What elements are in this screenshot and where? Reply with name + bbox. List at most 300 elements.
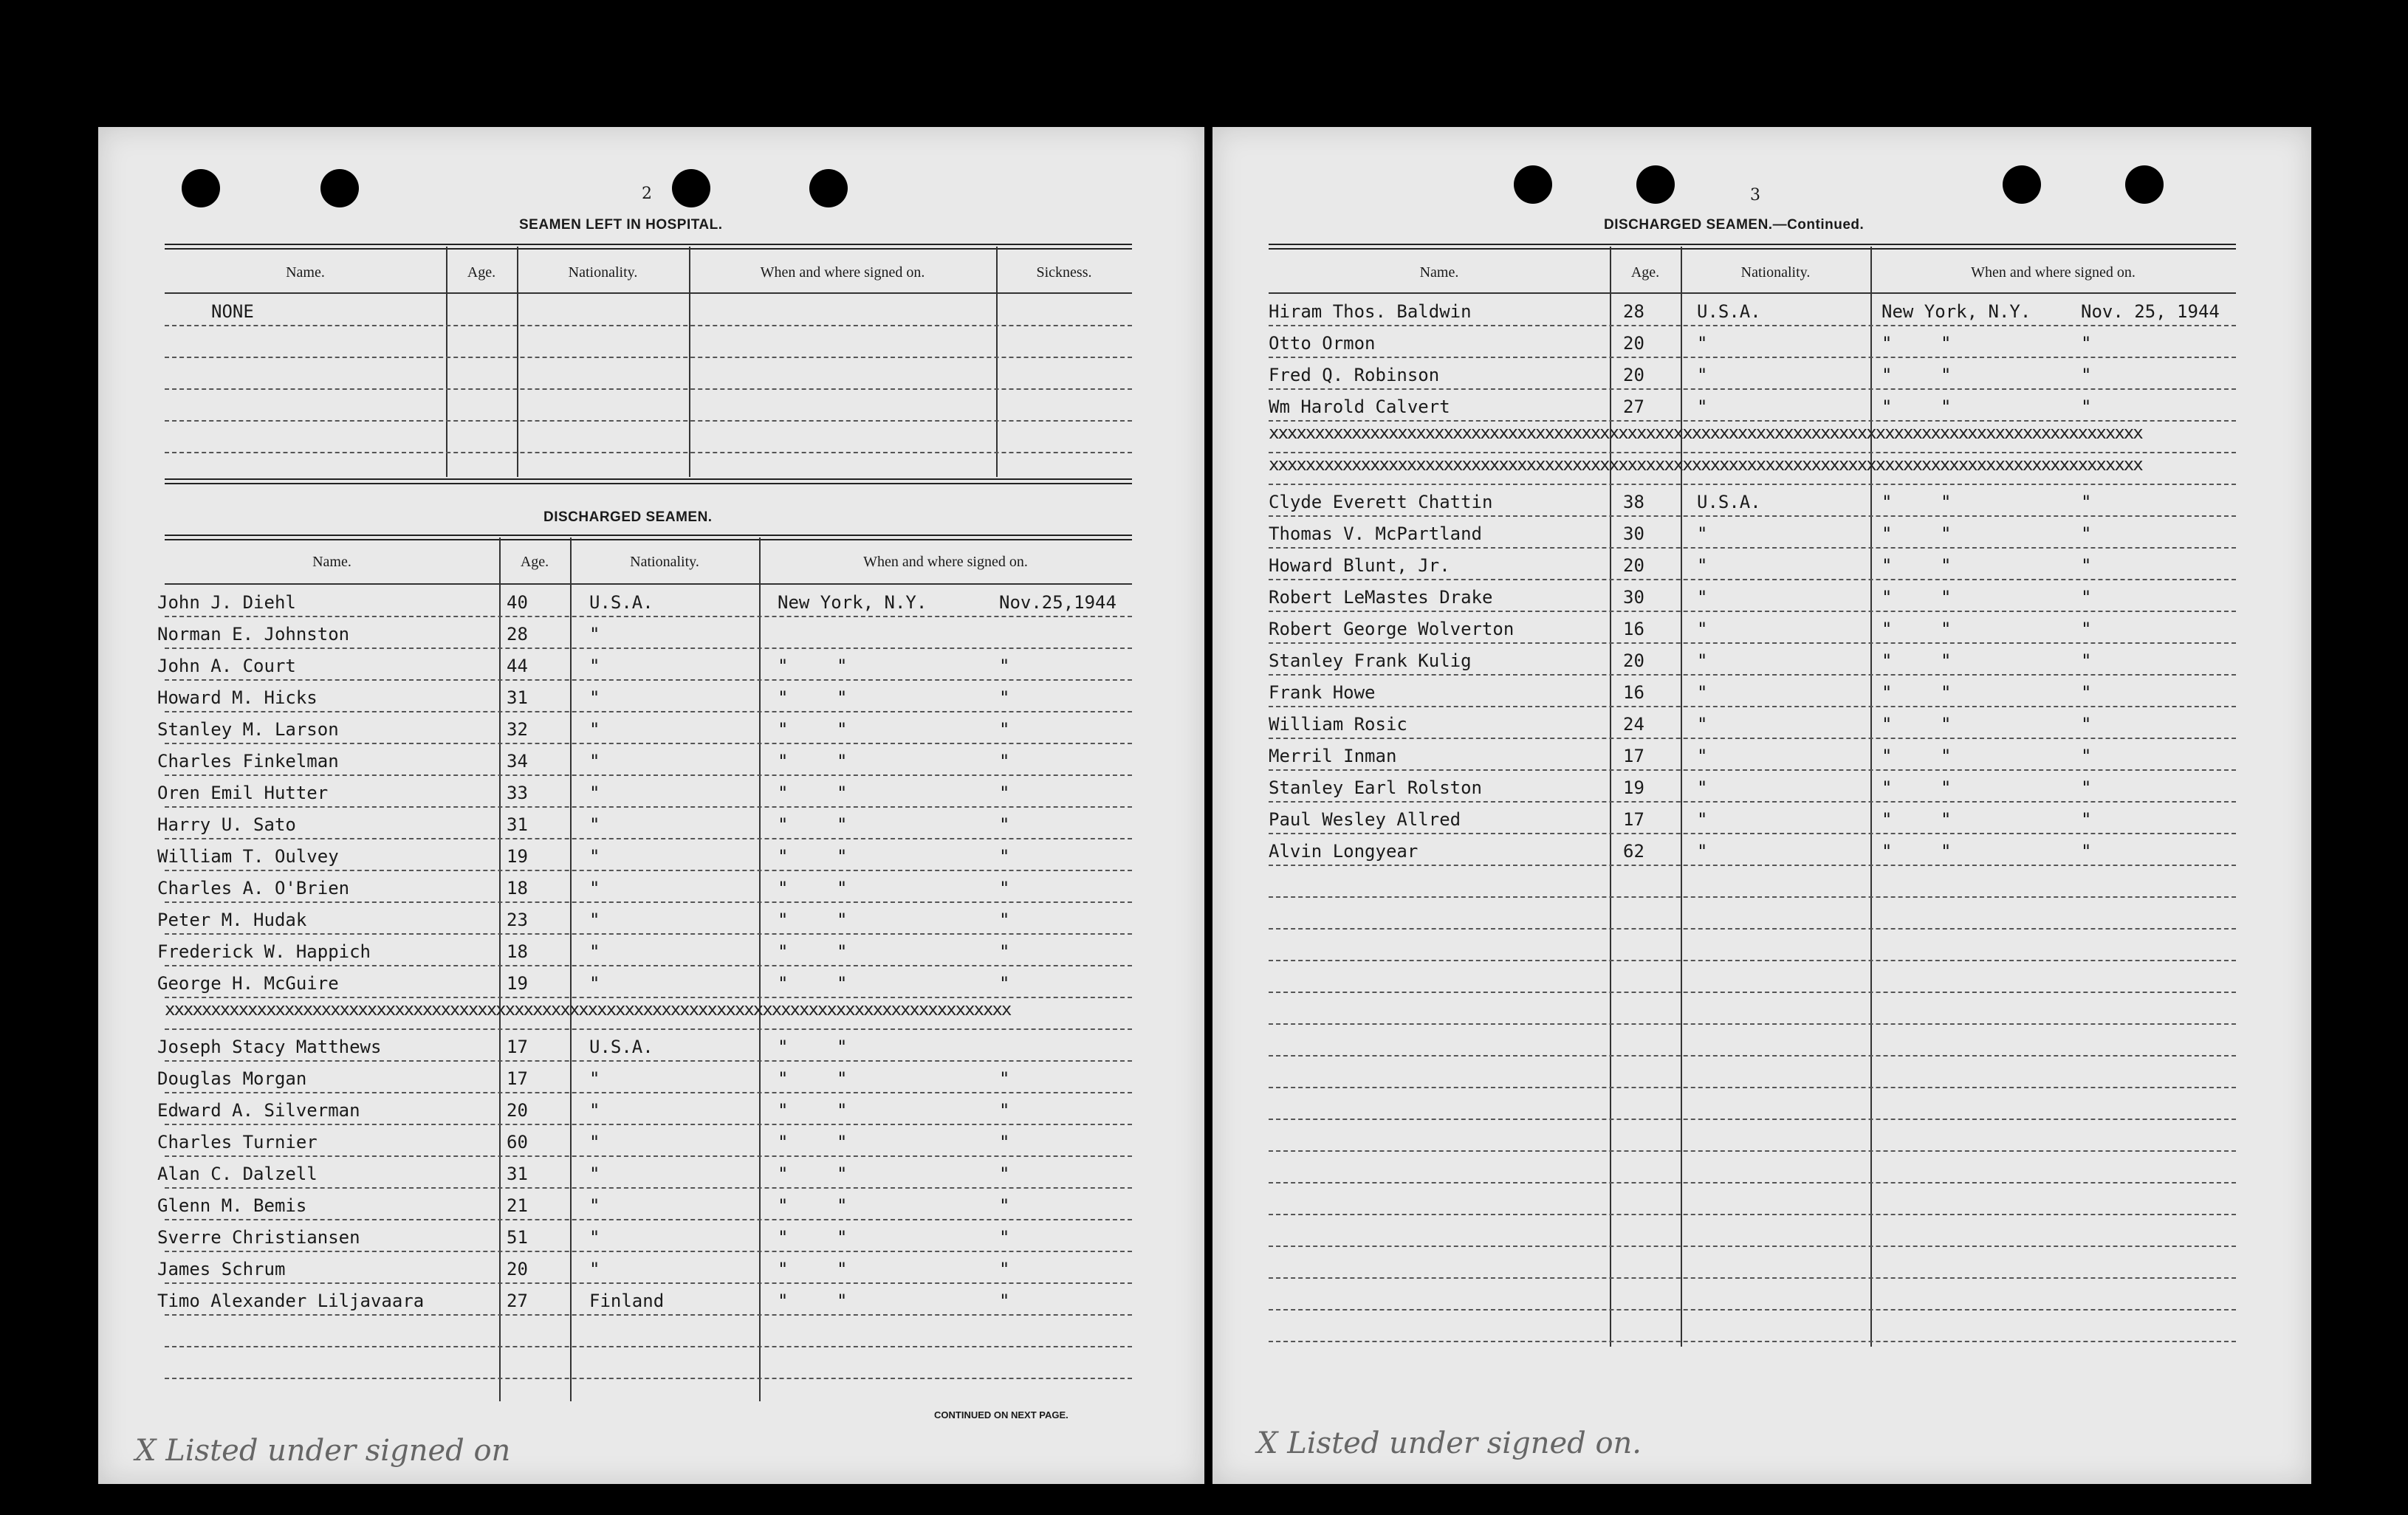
- name-cell: Frederick W. Happich: [157, 941, 371, 962]
- age-cell: 17: [1623, 746, 1644, 766]
- table-row: [1269, 325, 2236, 358]
- signed-place-cell: ": [837, 973, 848, 994]
- col-header-nationality: Nationality.: [1740, 264, 1811, 281]
- signed-place-cell: ": [778, 846, 789, 867]
- signed-place-cell: ": [778, 687, 789, 708]
- age-cell: 28: [507, 624, 528, 645]
- signed-date-cell: ": [2081, 396, 2092, 417]
- punch-hole: [2125, 165, 2164, 204]
- name-cell: Thomas V. McPartland: [1269, 523, 1482, 544]
- age-cell: 17: [1623, 809, 1644, 830]
- table-row: [1269, 611, 2236, 644]
- name-cell: Norman E. Johnston: [157, 624, 350, 645]
- name-cell: Otto Ormon: [1269, 333, 1376, 354]
- nationality-cell: ": [1697, 682, 1708, 703]
- name-cell: Oren Emil Hutter: [157, 783, 329, 803]
- table-row: [1269, 1087, 2236, 1120]
- age-cell: 32: [507, 719, 528, 740]
- age-cell: 31: [507, 814, 528, 835]
- signed-place-cell: ": [1941, 809, 1952, 830]
- table-row: [157, 711, 1132, 744]
- signed-place-cell: ": [837, 814, 848, 835]
- age-cell: 16: [1623, 682, 1644, 703]
- name-cell: Robert LeMastes Drake: [1269, 587, 1493, 608]
- page-number: 2: [642, 185, 652, 203]
- signed-place-cell: New York, N.Y.: [1882, 301, 2031, 322]
- nationality-cell: ": [589, 1100, 600, 1121]
- col-header-nationality: Nationality.: [568, 264, 638, 281]
- continued-note: CONTINUED ON NEXT PAGE.: [934, 1409, 1068, 1420]
- signed-place-cell: ": [837, 878, 848, 899]
- nationality-cell: U.S.A.: [589, 592, 654, 613]
- signed-place-cell: ": [1882, 492, 1893, 512]
- table-row: [1269, 388, 2236, 422]
- table-row: [1269, 1055, 2236, 1088]
- name-cell: Edward A. Silverman: [157, 1100, 360, 1121]
- struck-out-entry: xxxxxxxxxxxxxxxxxxxxxxxxxxxxxxxxxxxxxxxxxxxxxxxxxxxxxxxxxxxxxxxxxxxxxxxxxxxxxxxxxxxxxxxxxxxxxxx: [1269, 454, 2142, 475]
- signed-place-cell: ": [837, 1259, 848, 1279]
- signed-place-cell: ": [778, 719, 789, 740]
- name-cell: Fred Q. Robinson: [1269, 365, 1440, 385]
- name-cell: Charles Turnier: [157, 1132, 318, 1152]
- table-row: [157, 933, 1132, 966]
- table-row: [157, 965, 1132, 998]
- nationality-cell: U.S.A.: [589, 1037, 654, 1057]
- signed-date-cell: ": [2081, 492, 2092, 512]
- col-header-signed-on: When and where signed on.: [760, 264, 925, 281]
- name-cell: Charles A. O'Brien: [157, 878, 350, 899]
- nationality-cell: Finland: [589, 1291, 665, 1311]
- right-page: [1212, 127, 2311, 1484]
- name-cell: Wm Harold Calvert: [1269, 396, 1450, 417]
- signed-place-cell: ": [837, 1037, 848, 1057]
- age-cell: 19: [507, 846, 528, 867]
- nationality-cell: ": [589, 1164, 600, 1184]
- signed-date-cell: ": [2081, 555, 2092, 576]
- table-row: [157, 901, 1132, 935]
- signed-date-cell: ": [2081, 619, 2092, 639]
- signed-place-cell: ": [837, 1100, 848, 1121]
- nationality-cell: ": [1697, 333, 1708, 354]
- age-cell: 20: [507, 1100, 528, 1121]
- nationality-cell: ": [589, 1195, 600, 1216]
- signed-date-cell: ": [2081, 650, 2092, 671]
- signed-place-cell: ": [1882, 555, 1893, 576]
- signed-date-cell: ": [2081, 746, 2092, 766]
- col-header-signed-on: When and where signed on.: [863, 554, 1028, 570]
- name-cell: Clyde Everett Chattin: [1269, 492, 1493, 512]
- table-row: [1269, 642, 2236, 676]
- col-header-signed-on: When and where signed on.: [1971, 264, 2136, 281]
- age-cell: 62: [1623, 841, 1644, 862]
- table-row: [157, 1060, 1132, 1093]
- signed-date-cell: ": [999, 878, 1010, 899]
- signed-place-cell: ": [778, 1132, 789, 1152]
- signed-place-cell: ": [837, 656, 848, 676]
- nationality-cell: ": [589, 1259, 600, 1279]
- table-row: [165, 1314, 1132, 1347]
- table-row: [157, 584, 1132, 617]
- signed-place-cell: ": [778, 1037, 789, 1057]
- signed-date-cell: ": [999, 687, 1010, 708]
- hospital-title: SEAMEN LEFT IN HOSPITAL.: [519, 217, 723, 233]
- signed-date-cell: ": [2081, 523, 2092, 544]
- age-cell: 60: [507, 1132, 528, 1152]
- table-row: [157, 616, 1132, 649]
- signed-date-cell: ": [999, 1100, 1010, 1121]
- table-row: [157, 1219, 1132, 1252]
- signed-place-cell: ": [1882, 619, 1893, 639]
- signed-date-cell: ": [999, 1164, 1010, 1184]
- signed-date-cell: ": [999, 941, 1010, 962]
- nationality-cell: ": [1697, 523, 1708, 544]
- signed-place-cell: ": [837, 1227, 848, 1248]
- name-cell: Joseph Stacy Matthews: [157, 1037, 382, 1057]
- name-cell: Peter M. Hudak: [157, 910, 307, 930]
- age-cell: 20: [1623, 365, 1644, 385]
- signed-date-cell: ": [999, 1195, 1010, 1216]
- signed-place-cell: ": [778, 1291, 789, 1311]
- signed-place-cell: ": [778, 973, 789, 994]
- nationality-cell: ": [589, 751, 600, 772]
- nationality-cell: ": [589, 656, 600, 676]
- name-cell: George H. McGuire: [157, 973, 339, 994]
- signed-place-cell: ": [778, 1100, 789, 1121]
- nationality-cell: ": [589, 1132, 600, 1152]
- nationality-cell: ": [589, 910, 600, 930]
- col-header-age: Age.: [1630, 264, 1660, 281]
- table-row: [157, 1155, 1132, 1189]
- signed-place-cell: ": [1882, 777, 1893, 798]
- hospital-table: [165, 244, 1132, 480]
- col-header-age: Age.: [467, 264, 496, 281]
- nationality-cell: ": [1697, 396, 1708, 417]
- signed-date-cell: ": [2081, 841, 2092, 862]
- signed-place-cell: ": [1882, 714, 1893, 735]
- age-cell: 17: [507, 1068, 528, 1089]
- signed-date-cell: ": [999, 751, 1010, 772]
- name-cell: Howard Blunt, Jr.: [1269, 555, 1450, 576]
- table-row: [1269, 769, 2236, 803]
- nationality-cell: ": [1697, 746, 1708, 766]
- signed-date-cell: ": [999, 846, 1010, 867]
- signed-place-cell: ": [1882, 682, 1893, 703]
- signed-place-cell: ": [837, 719, 848, 740]
- signed-place-cell: ": [837, 751, 848, 772]
- name-cell: Stanley Frank Kulig: [1269, 650, 1472, 671]
- name-cell: Harry U. Sato: [157, 814, 296, 835]
- table-row: [165, 1346, 1132, 1379]
- signed-place-cell: ": [1882, 746, 1893, 766]
- table-row: [157, 806, 1132, 839]
- discharged-continued-title: DISCHARGED SEAMEN.—Continued.: [1604, 217, 1865, 233]
- table-row: [157, 774, 1132, 808]
- table-row: [157, 679, 1132, 712]
- age-cell: 40: [507, 592, 528, 613]
- signed-place-cell: ": [1882, 523, 1893, 544]
- signed-date-cell: ": [999, 1132, 1010, 1152]
- signed-place-cell: ": [837, 1132, 848, 1152]
- signed-date-cell: ": [999, 1291, 1010, 1311]
- col-header-name: Name.: [312, 554, 351, 570]
- signed-date-cell: ": [2081, 587, 2092, 608]
- age-cell: 18: [507, 941, 528, 962]
- signed-place-cell: ": [1941, 396, 1952, 417]
- age-cell: 23: [507, 910, 528, 930]
- name-cell: William T. Oulvey: [157, 846, 339, 867]
- signed-date-cell: ": [999, 656, 1010, 676]
- age-cell: 27: [1623, 396, 1644, 417]
- nationality-cell: ": [589, 814, 600, 835]
- age-cell: 21: [507, 1195, 528, 1216]
- signed-date-cell: ": [999, 783, 1010, 803]
- signed-place-cell: ": [1882, 587, 1893, 608]
- nationality-cell: U.S.A.: [1697, 492, 1761, 512]
- signed-place-cell: ": [1882, 365, 1893, 385]
- handwritten-note: X Listed under signed on: [135, 1434, 511, 1468]
- name-cell: James Schrum: [157, 1259, 286, 1279]
- age-cell: 51: [507, 1227, 528, 1248]
- age-cell: 44: [507, 656, 528, 676]
- table-row: [1269, 579, 2236, 612]
- nationality-cell: U.S.A.: [1697, 301, 1761, 322]
- signed-place-cell: ": [778, 1195, 789, 1216]
- table-row: [1269, 865, 2236, 898]
- signed-place-cell: ": [778, 1259, 789, 1279]
- nationality-cell: ": [1697, 650, 1708, 671]
- nationality-cell: ": [589, 719, 600, 740]
- signed-place-cell: ": [1882, 841, 1893, 862]
- punch-hole: [809, 169, 848, 207]
- name-cell: Douglas Morgan: [157, 1068, 307, 1089]
- nationality-cell: ": [589, 941, 600, 962]
- table-row: [1269, 960, 2236, 993]
- nationality-cell: ": [1697, 809, 1708, 830]
- name-cell: Frank Howe: [1269, 682, 1376, 703]
- left-page: [98, 127, 1204, 1484]
- age-cell: 38: [1623, 492, 1644, 512]
- signed-date-cell: ": [999, 973, 1010, 994]
- name-cell: Paul Wesley Allred: [1269, 809, 1461, 830]
- table-row: [1269, 515, 2236, 549]
- signed-place-cell: ": [1882, 809, 1893, 830]
- name-cell: John A. Court: [157, 656, 296, 676]
- table-row: [157, 1251, 1132, 1284]
- table-row: [1269, 801, 2236, 834]
- signed-place-cell: ": [1941, 587, 1952, 608]
- age-cell: 34: [507, 751, 528, 772]
- signed-place-cell: ": [778, 910, 789, 930]
- age-cell: 27: [507, 1291, 528, 1311]
- signed-place-cell: ": [778, 783, 789, 803]
- table-row: [157, 647, 1132, 681]
- nationality-cell: ": [589, 846, 600, 867]
- age-cell: 17: [507, 1037, 528, 1057]
- signed-place-cell: ": [1941, 682, 1952, 703]
- table-row: [157, 1282, 1132, 1316]
- nationality-cell: ": [1697, 777, 1708, 798]
- age-cell: 19: [1623, 777, 1644, 798]
- table-row: [157, 743, 1132, 776]
- nationality-cell: ": [589, 687, 600, 708]
- signed-place-cell: ": [837, 1195, 848, 1216]
- table-row: [1269, 738, 2236, 771]
- handwritten-note: X Listed under signed on.: [1257, 1426, 1642, 1460]
- table-row: [1269, 484, 2236, 517]
- age-cell: 31: [507, 687, 528, 708]
- signed-date-cell: Nov.25,1944: [999, 592, 1116, 613]
- name-cell: Stanley M. Larson: [157, 719, 339, 740]
- discharged-table-right: [1269, 244, 2236, 1351]
- signed-place-cell: ": [1941, 777, 1952, 798]
- hospital-entry: NONE: [211, 301, 254, 322]
- signed-place-cell: ": [1882, 650, 1893, 671]
- table-row: [157, 1092, 1132, 1125]
- table-row: [1269, 1119, 2236, 1152]
- table-row: [1269, 1150, 2236, 1184]
- struck-out-entry: xxxxxxxxxxxxxxxxxxxxxxxxxxxxxxxxxxxxxxxxxxxxxxxxxxxxxxxxxxxxxxxxxxxxxxxxxxxxxxxxxxxxxxxxxxxxxxx: [1269, 422, 2142, 443]
- col-header-name: Name.: [286, 264, 325, 281]
- table-row: [1269, 896, 2236, 930]
- signed-date-cell: ": [2081, 714, 2092, 735]
- punch-hole: [320, 169, 359, 207]
- table-row: [157, 1124, 1132, 1157]
- page-number: 3: [1750, 186, 1760, 205]
- signed-date-cell: ": [2081, 682, 2092, 703]
- signed-place-cell: ": [778, 1227, 789, 1248]
- table-row: [157, 1028, 1132, 1062]
- signed-place-cell: ": [1941, 555, 1952, 576]
- nationality-cell: ": [1697, 841, 1708, 862]
- signed-date-cell: ": [999, 1227, 1010, 1248]
- nationality-cell: ": [589, 1227, 600, 1248]
- age-cell: 20: [507, 1259, 528, 1279]
- col-header-nationality: Nationality.: [630, 554, 699, 570]
- signed-place-cell: New York, N.Y.: [778, 592, 927, 613]
- signed-place-cell: ": [778, 656, 789, 676]
- age-cell: 31: [507, 1164, 528, 1184]
- signed-place-cell: ": [837, 1068, 848, 1089]
- signed-place-cell: ": [778, 878, 789, 899]
- nationality-cell: ": [1697, 587, 1708, 608]
- signed-place-cell: ": [1941, 333, 1952, 354]
- table-row: [157, 870, 1132, 903]
- punch-hole: [1636, 165, 1675, 204]
- punch-hole: [182, 169, 220, 207]
- age-cell: 20: [1623, 650, 1644, 671]
- nationality-cell: ": [1697, 365, 1708, 385]
- table-row: [157, 838, 1132, 871]
- name-cell: Timo Alexander Liljavaara: [157, 1291, 425, 1311]
- signed-place-cell: ": [1941, 619, 1952, 639]
- name-cell: Howard M. Hicks: [157, 687, 318, 708]
- table-row: [1269, 1214, 2236, 1247]
- signed-place-cell: ": [837, 687, 848, 708]
- signed-date-cell: ": [999, 1259, 1010, 1279]
- table-row: [1269, 1277, 2236, 1310]
- signed-place-cell: ": [1941, 523, 1952, 544]
- signed-date-cell: ": [2081, 333, 2092, 354]
- signed-date-cell: ": [999, 910, 1010, 930]
- name-cell: Glenn M. Bemis: [157, 1195, 307, 1216]
- name-cell: Merril Inman: [1269, 746, 1397, 766]
- age-cell: 16: [1623, 619, 1644, 639]
- table-row: [165, 997, 1132, 1030]
- table-row: [1269, 706, 2236, 739]
- signed-date-cell: ": [999, 719, 1010, 740]
- signed-place-cell: ": [1882, 396, 1893, 417]
- table-row: [1269, 420, 2236, 453]
- table-row: [1269, 1246, 2236, 1279]
- table-row: [1269, 928, 2236, 961]
- nationality-cell: ": [1697, 619, 1708, 639]
- age-cell: 20: [1623, 555, 1644, 576]
- nationality-cell: ": [589, 973, 600, 994]
- table-row: [1269, 293, 2236, 326]
- signed-place-cell: ": [1941, 841, 1952, 862]
- signed-place-cell: ": [1941, 650, 1952, 671]
- signed-date-cell: Nov. 25, 1944: [2081, 301, 2220, 322]
- age-cell: 30: [1623, 523, 1644, 544]
- signed-place-cell: ": [837, 1164, 848, 1184]
- signed-place-cell: ": [837, 1291, 848, 1311]
- table-row: [1269, 833, 2236, 866]
- signed-place-cell: ": [837, 783, 848, 803]
- signed-place-cell: ": [1882, 333, 1893, 354]
- table-row: [1269, 357, 2236, 390]
- name-cell: William Rosic: [1269, 714, 1407, 735]
- nationality-cell: ": [1697, 555, 1708, 576]
- table-row: [1269, 452, 2236, 485]
- struck-out-entry: xxxxxxxxxxxxxxxxxxxxxxxxxxxxxxxxxxxxxxxxxxxxxxxxxxxxxxxxxxxxxxxxxxxxxxxxxxxxxxxxxxxxxxxxxxxx: [165, 999, 1011, 1020]
- age-cell: 20: [1623, 333, 1644, 354]
- name-cell: Alvin Longyear: [1269, 841, 1419, 862]
- col-header-sickness: Sickness.: [1036, 264, 1092, 281]
- name-cell: Stanley Earl Rolston: [1269, 777, 1482, 798]
- table-row: [1269, 547, 2236, 580]
- signed-date-cell: ": [2081, 809, 2092, 830]
- signed-date-cell: ": [999, 1068, 1010, 1089]
- col-header-age: Age.: [520, 554, 549, 570]
- table-row: [1269, 1023, 2236, 1057]
- signed-place-cell: ": [778, 1068, 789, 1089]
- signed-place-cell: ": [837, 910, 848, 930]
- nationality-cell: ": [589, 1068, 600, 1089]
- age-cell: 18: [507, 878, 528, 899]
- signed-place-cell: ": [1941, 714, 1952, 735]
- discharged-table-left: [157, 535, 1132, 1406]
- table-row: [157, 1187, 1132, 1220]
- signed-place-cell: ": [778, 751, 789, 772]
- signed-place-cell: ": [837, 941, 848, 962]
- name-cell: John J. Diehl: [157, 592, 296, 613]
- signed-place-cell: ": [1941, 492, 1952, 512]
- punch-hole: [1514, 165, 1552, 204]
- signed-place-cell: ": [778, 941, 789, 962]
- nationality-cell: ": [589, 624, 600, 645]
- col-header-name: Name.: [1419, 264, 1459, 281]
- signed-place-cell: ": [837, 846, 848, 867]
- nationality-cell: ": [1697, 714, 1708, 735]
- name-cell: Hiram Thos. Baldwin: [1269, 301, 1472, 322]
- punch-hole: [672, 169, 710, 207]
- signed-place-cell: ": [778, 814, 789, 835]
- signed-place-cell: ": [1941, 365, 1952, 385]
- name-cell: Alan C. Dalzell: [157, 1164, 318, 1184]
- punch-hole: [2003, 165, 2041, 204]
- table-row: [1269, 1309, 2236, 1342]
- signed-date-cell: ": [999, 814, 1010, 835]
